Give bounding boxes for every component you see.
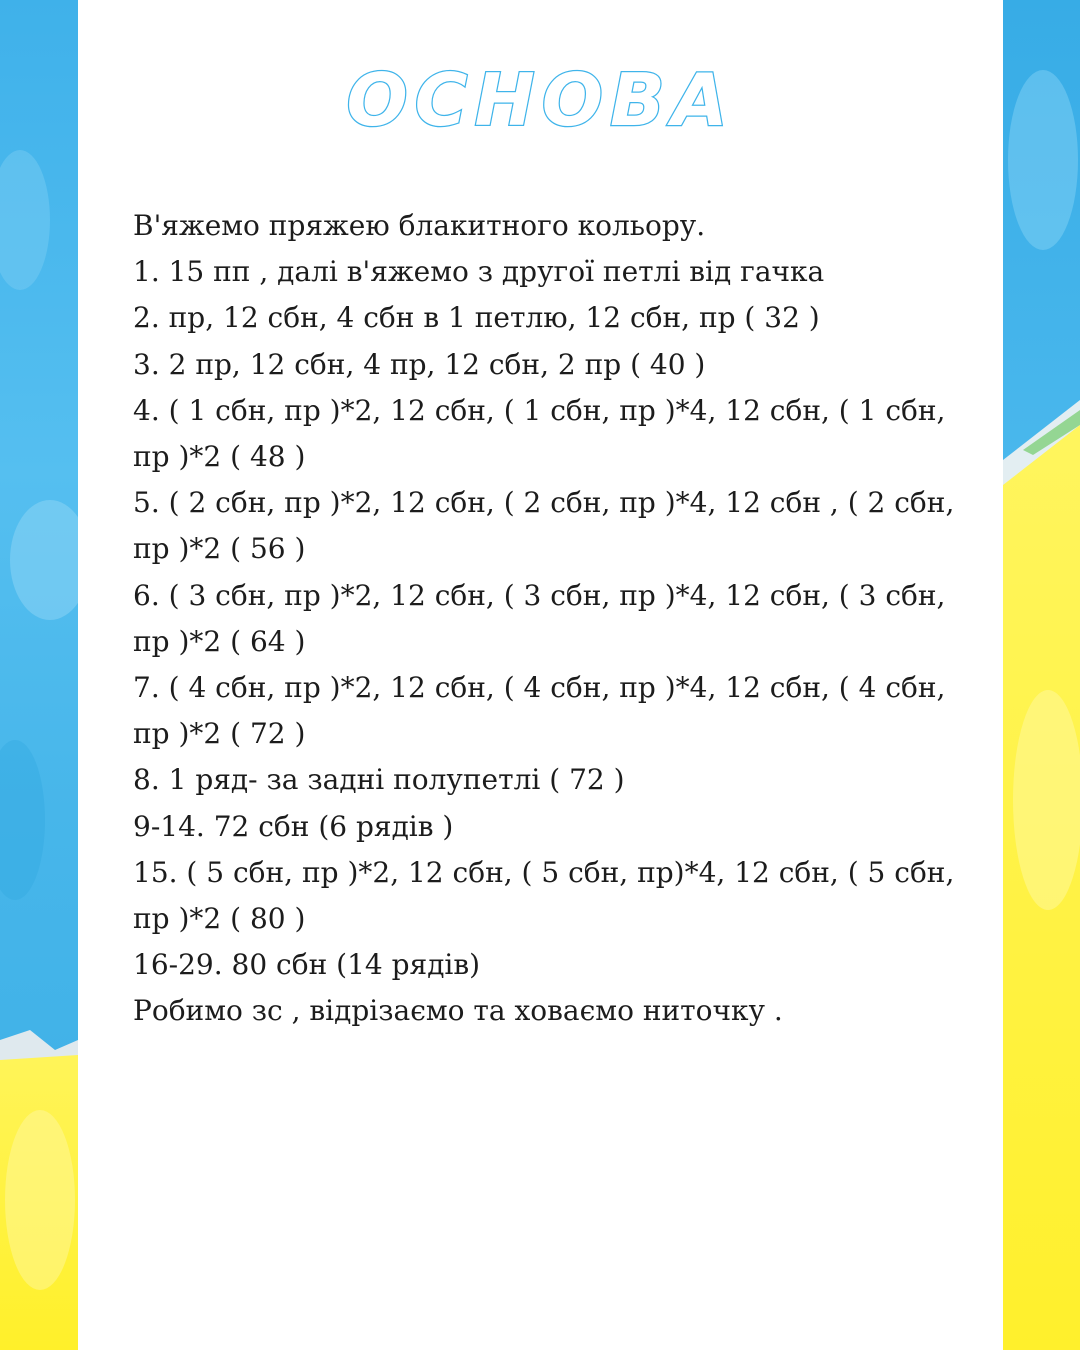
page-title: ОСНОВА — [346, 58, 735, 142]
row-7: 7. ( 4 сбн, пр )*2, 12 сбн, ( 4 сбн, пр )*4, 12 сбн, ( 4 сбн, пр )*2 ( 72 ) — [133, 671, 946, 751]
intro-line: В'яжемо пряжею блакитного кольору. — [133, 209, 706, 242]
row-9-14: 9-14. 72 сбн (6 рядів ) — [133, 809, 454, 843]
row-15: 15. ( 5 сбн, пр )*2, 12 сбн, ( 5 сбн, пр)*4, 12 сбн, ( 5 сбн, пр )*2 ( 80 ) — [133, 855, 955, 936]
row-8: 8. 1 ряд- за задні полупетлі ( 72 ) — [133, 763, 625, 797]
right-flag-border — [1003, 0, 1080, 1350]
pattern-instructions — [133, 203, 963, 1035]
left-watercolor-flag — [0, 0, 78, 1350]
row-4: 4. ( 1 сбн, пр )*2, 12 сбн, ( 1 сбн, пр )*4, 12 сбн, ( 1 сбн, пр )*2 ( 48 ) — [133, 393, 946, 474]
right-watercolor-flag — [1003, 0, 1080, 1350]
row-1: 1. 15 пп , далі в'яжемо з другої петлі від гачка — [133, 255, 825, 289]
outro-line: Робимо зс , відрізаємо та ховаємо ниточку . — [133, 994, 783, 1028]
title-area — [78, 52, 1003, 148]
left-flag-border — [0, 0, 78, 1350]
row-6: 6. ( 3 сбн, пр )*2, 12 сбн, ( 3 сбн, пр )*4, 12 сбн, ( 3 сбн, пр )*2 ( 64 ) — [133, 578, 946, 658]
row-16-29: 16-29. 80 сбн (14 рядів) — [133, 948, 481, 982]
row-3: 3. 2 пр, 12 сбн, 4 пр, 12 сбн, 2 пр ( 40 ) — [133, 347, 706, 381]
pattern-card — [78, 0, 1003, 1350]
row-5: 5. ( 2 сбн, пр )*2, 12 сбн, ( 2 сбн, пр )*4, 12 сбн , ( 2 сбн, пр )*2 ( 56 ) — [133, 486, 955, 566]
row-2: 2. пр, 12 сбн, 4 сбн в 1 петлю, 12 сбн, пр ( 32 ) — [133, 301, 820, 335]
